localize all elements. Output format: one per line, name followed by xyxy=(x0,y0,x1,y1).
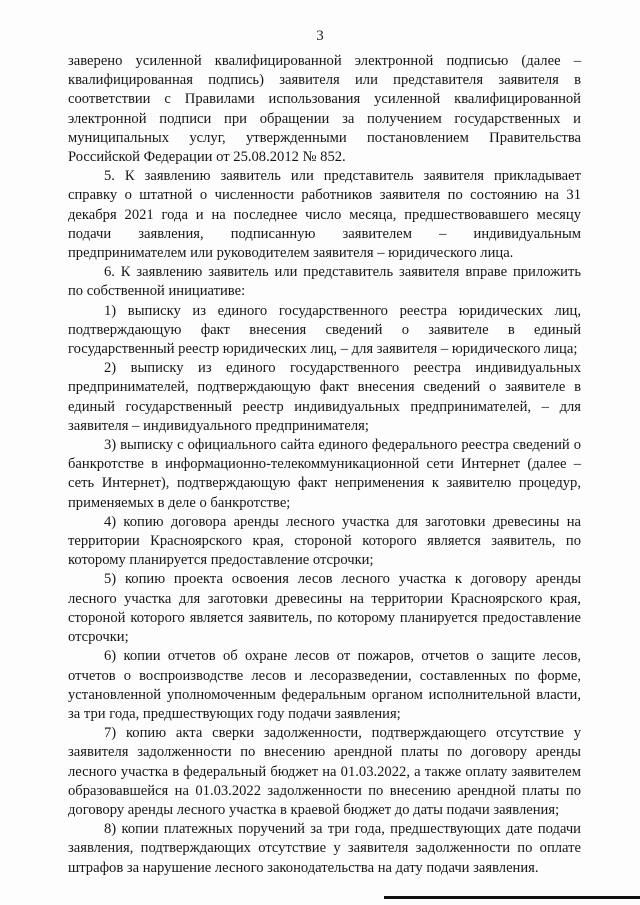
paragraph-item-5: 5. К заявлению заявитель или представитель заявителя прикладывает справку о штатной о численности работников заявителя по состоянию на 31 декабря 2021 года и на последнее число месяца, предшествовавшего месяцу подачи заявления, подписанную заявителем – индивидуальным предпринимателем или руководителем заявителя – юридического лица. xyxy=(68,168,581,262)
subitem-5: 5) копию проекта освоения лесов лесного участка к договору аренды лесного участка для заготовки древесины на территории Красноярского края, стороной которого является заявитель, по которому планируется предоставление отсрочки; xyxy=(68,571,581,646)
subitem-1: 1) выписку из единого государственного реестра юридических лиц, подтверждающую факт внесения сведений о заявителе в единый государственный реестр юридических лиц, – для заявителя – юридического лица; xyxy=(68,302,581,358)
subitem-2: 2) выписку из единого государственного реестра индивидуальных предпринимателей, подтверждающую факт внесения сведений о заявителе в единый государственный реестр индивидуальных предпринимателей, – для заявителя – индивидуального предпринимателя; xyxy=(68,360,581,434)
paragraph-item-6: 6. К заявлению заявитель или представитель заявителя вправе приложить по собственной инициативе: xyxy=(68,264,581,300)
page-number: 3 xyxy=(316,28,324,44)
paragraph-continuation: заверено усиленной квалифицированной электронной подписью (далее – квалифицированная подпись) заявителя или представителя заявителя в соответствии с Правилами использования усиленной квалифицированной электронной подписи при обращении за получением государственных и муниципальных услуг, утвержденными постановлением Правительства Российской Федерации от 25.08.2012 № 852. xyxy=(68,53,581,166)
subitem-4: 4) копию договора аренды лесного участка для заготовки древесины на территории Красноярского края, стороной которого является заявитель, по которому планируется предоставление отсрочки; xyxy=(68,513,581,569)
subitem-6: 6) копии отчетов об охране лесов от пожаров, отчетов о защите лесов, отчетов о воспроизводстве лесов и лесоразведении, составленных по форме, установленной уполномоченным федеральным органом исполнительной власти, за три года, предшествующих году подачи заявления; xyxy=(68,648,581,722)
document-body xyxy=(68,52,581,878)
subitem-8: 8) копии платежных поручений за три года, предшествующих дате подачи заявления, подтверждающих отсутствие у заявителя задолженности по оплате штрафов за нарушение лесного законодательства на дату подачи заявления. xyxy=(68,821,581,876)
subitem-3: 3) выписку с официального сайта единого федерального реестра сведений о банкротстве в информационно-телекоммуникационной сети Интернет (далее – сеть Интернет), подтверждающую факт неприменения к заявителю процедур, применяемых в деле о банкротстве; xyxy=(68,437,581,511)
subitem-7: 7) копию акта сверки задолженности, подтверждающего отсутствие у заявителя задолженности по внесению арендной платы по договору аренды лесного участка в федеральный бюджет на 01.03.2022, а также оплату заявителем образовавшейся на 01.03.2022 задолженности по внесению арендной платы по договору аренды лесного участка в краевой бюджет до даты подачи заявления; xyxy=(68,725,581,818)
bottom-edge-line xyxy=(384,896,640,899)
